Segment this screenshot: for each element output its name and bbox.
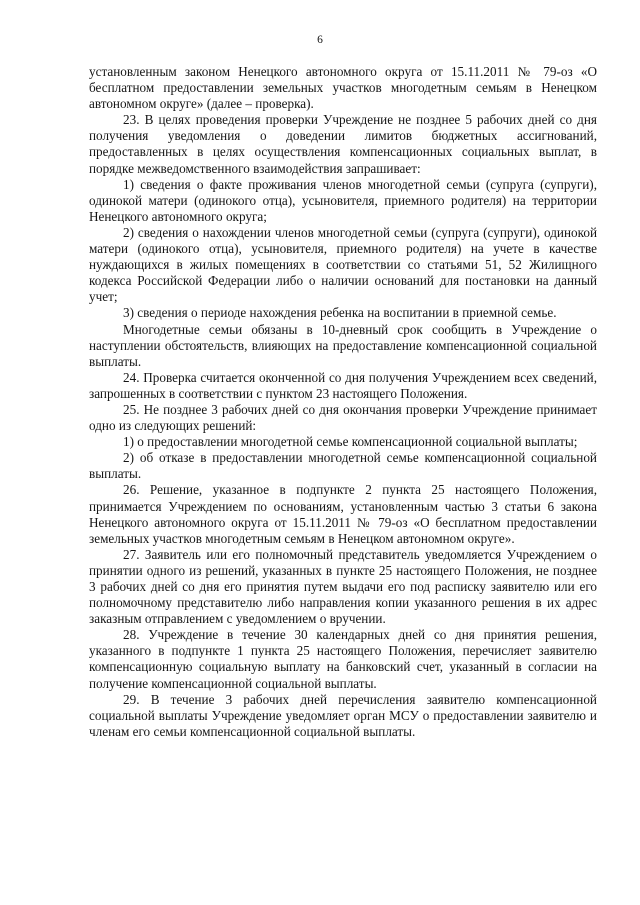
- paragraph-25-item-1: 1) о предоставлении многодетной семье компенсационной социальной выплаты;: [123, 434, 578, 450]
- paragraph-23-note: Многодетные семьи обязаны в 10-дневный срок сообщить в Учреждение о наступлении обстоятельств, влияющих на предоставление компенсационной социальной выплаты.: [89, 321, 597, 369]
- document-body: [89, 64, 597, 740]
- page-number: 6: [317, 34, 323, 46]
- paragraph-23-item-1: 1) сведения о факте проживания членов многодетной семьи (супруга (супруги), одинокой матери (одинокого отца), усыновителя, приемного родителя) на территории Ненецкого автономного округа;: [89, 176, 597, 224]
- paragraph-24: 24. Проверка считается оконченной со дня получения Учреждением всех сведений, запрошенных в соответствии с пунктом 23 настоящего Положения.: [89, 369, 597, 401]
- paragraph-26: 26. Решение, указанное в подпункте 2 пункта 25 настоящего Положения, принимается Учреждением по основаниям, установленным частью 3 статьи 6 закона Ненецкого автономного округа от 15.11.2011 № 79-оз «О бесплатном предоставлении земельных участков многодетным семьям в Ненецком автономном округе».: [89, 482, 597, 546]
- paragraph-23-item-2: 2) сведения о нахождении членов многодетной семьи (супруга (супруги), одинокой матери (одинокого отца), усыновителя, приемного родителя) на учете в качестве нуждающихся в жилых помещениях в соответствии со статьями 51, 52 Жилищного кодекса Российской Федерации либо о наличии оснований для постановки на данный учет;: [89, 224, 597, 305]
- paragraph-continuation: установленным законом Ненецкого автономного округа от 15.11.2011 № 79-оз «О бесплатном предоставлении земельных участков многодетным семьям в Ненецком автономном округе» (далее – проверка).: [89, 64, 597, 112]
- paragraph-25: 25. Не позднее 3 рабочих дней со дня окончания проверки Учреждение принимает одно из следующих решений:: [89, 401, 597, 434]
- paragraph-27: 27. Заявитель или его полномочный представитель уведомляется Учреждением о принятии одного из решений, указанных в пункте 25 настоящего Положения, не позднее 3 рабочих дней со дня его принятия путем выдачи его под расписку заявителю или его полномочному представителю либо направления копии указанного решения в их адрес заказным отправлением с уведомлением о вручении.: [89, 546, 597, 627]
- paragraph-23: 23. В целях проведения проверки Учреждение не позднее 5 рабочих дней со дня получения уведомления о доведении лимитов бюджетных ассигнований, предоставленных в целях осуществления компенсационных социальных выплат, в порядке межведомственного взаимодействия запрашивает:: [89, 112, 597, 176]
- paragraph-25-item-2: 2) об отказе в предоставлении многодетной семье компенсационной социальной выплаты.: [89, 450, 597, 482]
- paragraph-23-item-3: 3) сведения о периоде нахождения ребенка на воспитании в приемной семье.: [123, 305, 557, 321]
- paragraph-29: 29. В течение 3 рабочих дней перечисления заявителю компенсационной социальной выплаты Учреждение уведомляет орган МСУ о предоставлении заявителю и членам его семьи компенсационной социальной выплаты.: [89, 691, 597, 739]
- paragraph-28: 28. Учреждение в течение 30 календарных дней со дня принятия решения, указанного в подпункте 1 пункта 25 настоящего Положения, перечисляет заявителю компенсационную социальную выплату на банковский счет, указанный в согласии на получение компенсационной социальной выплаты.: [89, 627, 597, 691]
